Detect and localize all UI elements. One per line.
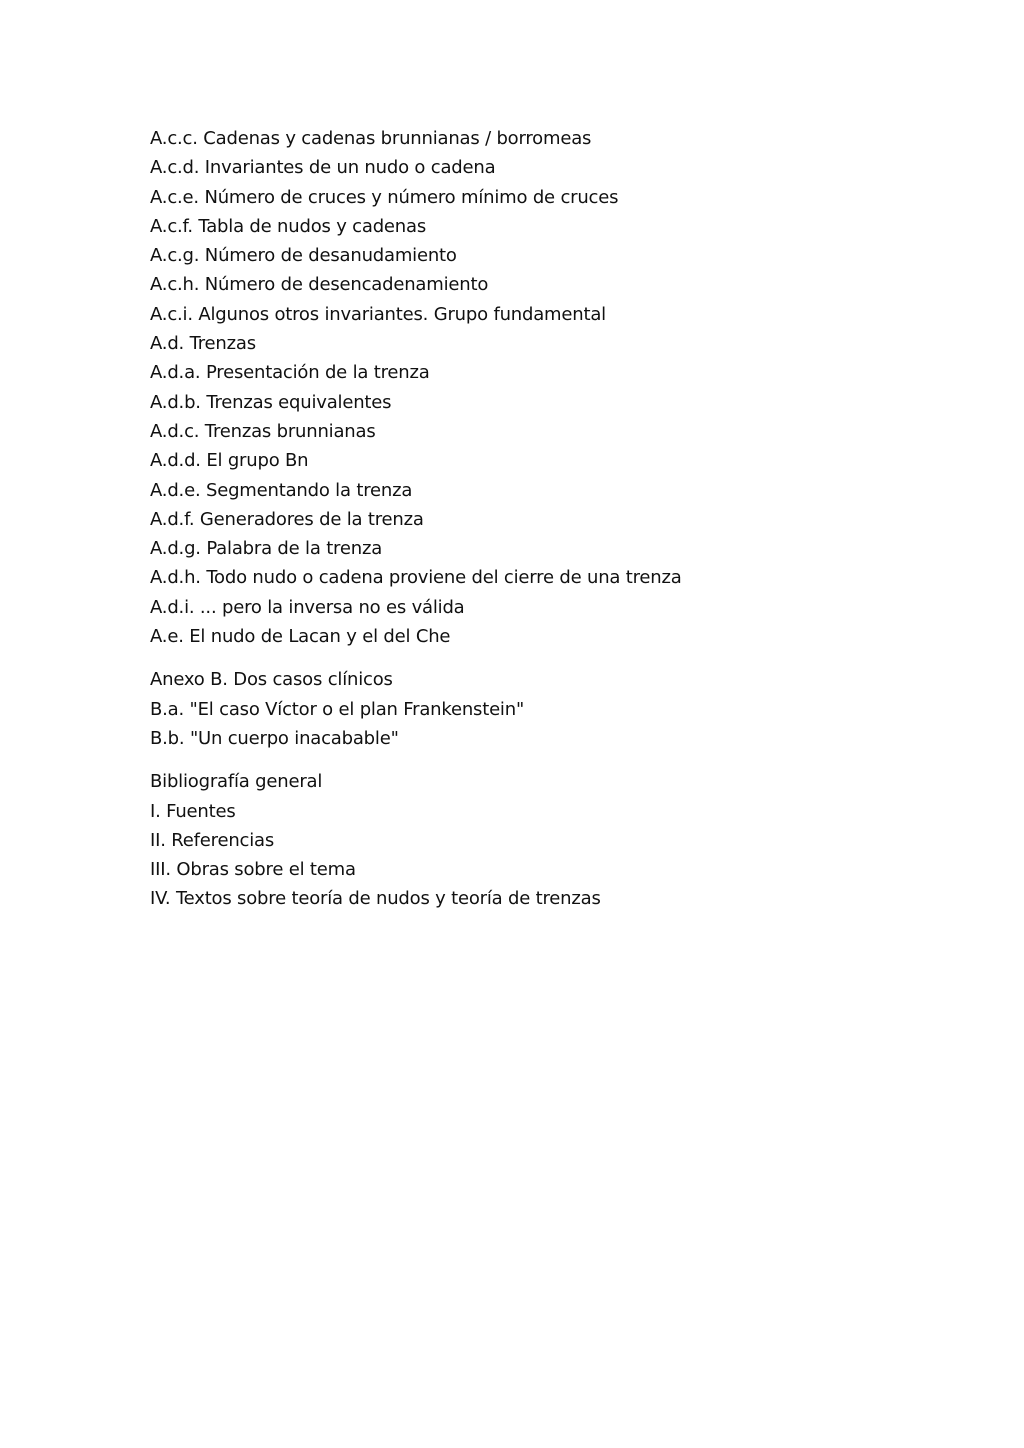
toc-entry: A.d.f. Generadores de la trenza (150, 508, 424, 530)
toc-entry: A.d.e. Segmentando la trenza (150, 479, 413, 501)
toc-entry: II. Referencias (150, 829, 275, 851)
toc-entry: A.c.g. Número de desanudamiento (150, 245, 457, 267)
table-of-contents (150, 124, 930, 928)
toc-entry: IV. Textos sobre teoría de nudos y teoría de trenzas (150, 888, 601, 910)
toc-entry: A.d.d. El grupo Bn (150, 450, 309, 472)
toc-entry: A.c.c. Cadenas y cadenas brunnianas / borromeas (150, 128, 592, 149)
toc-section-annex-a (150, 124, 930, 651)
toc-entry: A.c.i. Algunos otros invariantes. Grupo fundamental (150, 303, 606, 325)
toc-section-annex-b (150, 665, 930, 753)
toc-entry: III. Obras sobre el tema (150, 859, 356, 881)
toc-entry: A.e. El nudo de Lacan y el del Che (150, 626, 451, 648)
toc-section-bibliography (150, 767, 930, 913)
toc-entry: A.d.a. Presentación de la trenza (150, 362, 430, 384)
toc-entry: A.d.c. Trenzas brunnianas (150, 420, 376, 442)
toc-entry: B.b. "Un cuerpo inacabable" (150, 727, 399, 749)
toc-heading: Anexo B. Dos casos clínicos (150, 669, 393, 691)
toc-entry: A.c.f. Tabla de nudos y cadenas (150, 215, 427, 237)
toc-entry: A.d.h. Todo nudo o cadena proviene del cierre de una trenza (150, 567, 682, 589)
toc-entry: A.d.g. Palabra de la trenza (150, 538, 383, 560)
toc-entry: A.d.b. Trenzas equivalentes (150, 391, 392, 413)
toc-entry: A.c.h. Número de desencadenamiento (150, 274, 489, 296)
toc-entry: I. Fuentes (150, 800, 236, 822)
toc-entry: A.c.d. Invariantes de un nudo o cadena (150, 157, 496, 179)
toc-heading: Bibliografía general (150, 771, 323, 793)
toc-entry: A.c.e. Número de cruces y número mínimo de cruces (150, 186, 619, 208)
toc-entry: B.a. "El caso Víctor o el plan Frankenstein" (150, 698, 525, 720)
toc-entry: A.d.i. ... pero la inversa no es válida (150, 596, 465, 618)
toc-entry: A.d. Trenzas (150, 333, 256, 355)
